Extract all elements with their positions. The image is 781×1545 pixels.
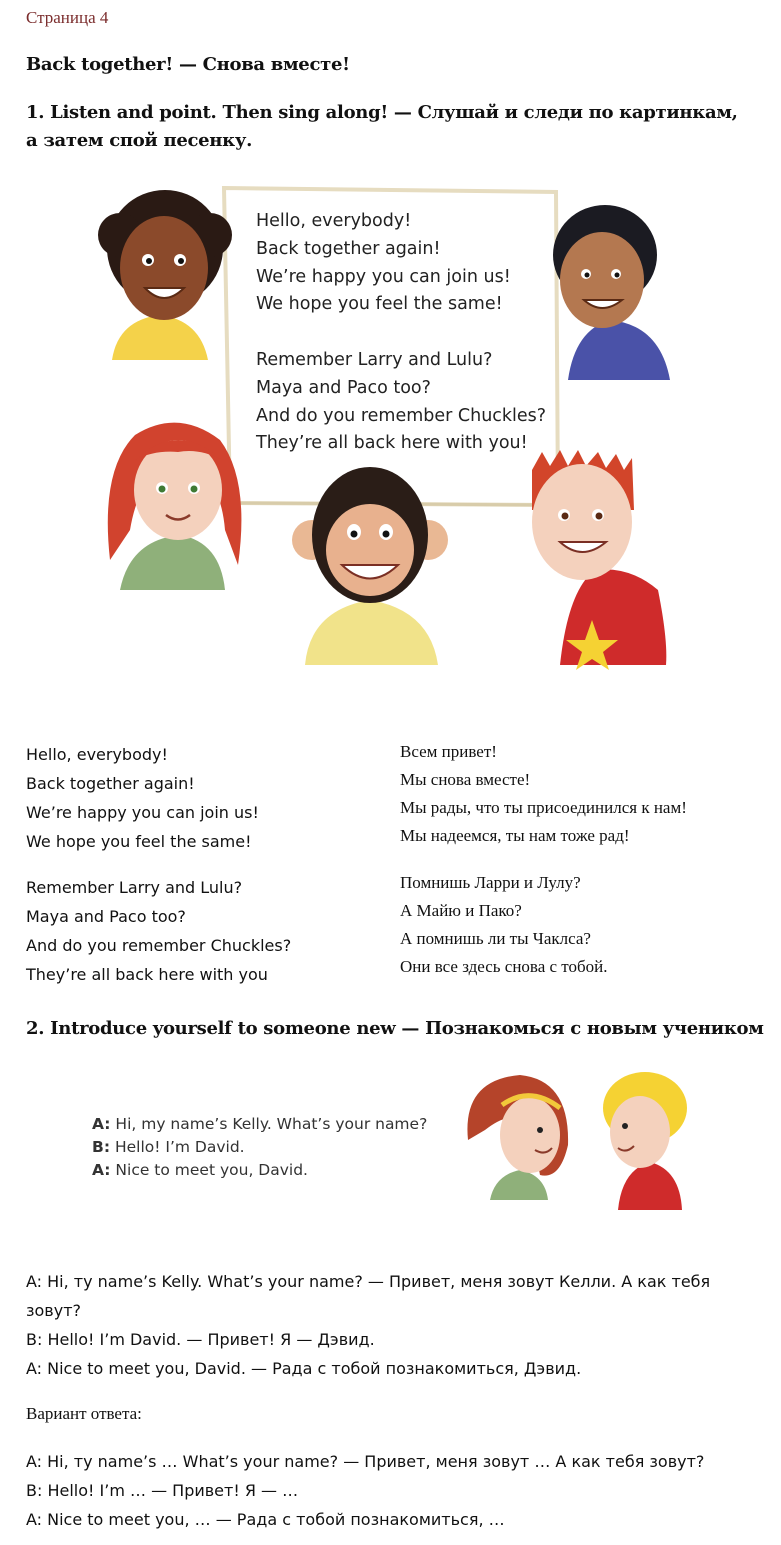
song-line: А помнишь ли ты Чаклса? [400,929,591,948]
david-figure [603,1072,687,1210]
poster-line: They’re all back here with you! [256,433,528,454]
section-title: Back together! — Снова вместе! [26,54,350,75]
song-line: Back together again! [26,774,195,793]
task-1-heading: 1. Listen and point. Then sing along! — Слушай и следи по картинкам, а затем спой песенку. [26,102,738,151]
variant-line: A: Nice to meet you, … — Рада с тобой познакомиться, … [26,1510,505,1529]
song-line: Они все здесь снова с тобой. [400,957,608,976]
song-english-stanza-1 [26,740,259,856]
song-line: Всем привет! [400,742,497,761]
song-line: Hello, everybody! [26,745,168,764]
curly-hair-girl-figure [98,190,232,360]
page-label: Страница 4 [26,8,109,27]
song-line: We hope you feel the same! [26,832,252,851]
song-line: We’re happy you can join us! [26,803,259,822]
translation-line: B: Hello! I’m David. — Привет! Я — Дэвид. [26,1330,375,1349]
dark-hair-boy-figure [553,205,670,380]
song-line: Мы рады, что ты присоединился к нам! [400,798,687,817]
variant-line: B: Hello! I’m … — Привет! Я — … [26,1481,299,1500]
dialog-box [92,1113,427,1182]
poster-line: We hope you feel the same! [256,294,503,315]
poster-line: And do you remember Chuckles? [256,405,547,426]
song-line: Maya and Paco too? [26,907,186,926]
spiky-hair-boy-figure [532,450,666,670]
red-hair-girl-figure [108,423,242,590]
song-russian-stanza-2 [400,869,608,981]
dialog-line: B: Hello! I’m David. [92,1138,245,1156]
song-line: Мы снова вместе! [400,770,531,789]
song-line: Remember Larry and Lulu? [26,878,243,897]
poster-line: We’re happy you can join us! [256,266,511,287]
song-line: They’re all back here with you [26,965,268,984]
song-line: And do you remember Chuckles? [26,936,292,955]
song-line: Помнишь Ларри и Лулу? [400,873,581,892]
translation-line: A: Nice to meet you, David. — Рада с тобой познакомиться, Дэвид. [26,1359,582,1378]
song-english-stanza-2 [26,873,291,989]
song-line: Мы надеемся, ты нам тоже рад! [400,826,630,845]
poster-lyrics [256,208,546,458]
dialog-line: A: Nice to meet you, David. [92,1161,308,1179]
dialog-line: A: Hi, my name’s Kelly. What’s your name? [92,1115,428,1133]
song-line: А Майю и Пако? [400,901,522,920]
poster-line: Back together again! [256,238,441,259]
song-russian-stanza-1 [400,738,687,850]
task-2-heading: 2. Introduce yourself to someone new — Познакомься с новым учеником [26,1018,764,1039]
poster-line: Remember Larry and Lulu? [256,349,493,370]
variant-label: Вариант ответа: [26,1404,142,1423]
translation-line: A: Hi, ту name’s Kelly. What’s your name? — Привет, меня зовут Келли. А как тебя зовут? [26,1272,711,1320]
variant-line: A: Hi, ту name’s … What’s your name? — Привет, меня зовут … А как тебя зовут? [26,1452,705,1471]
kelly-figure [467,1075,568,1200]
poster-line: Hello, everybody! [256,211,412,231]
poster-line: Maya and Paco too? [256,377,431,398]
